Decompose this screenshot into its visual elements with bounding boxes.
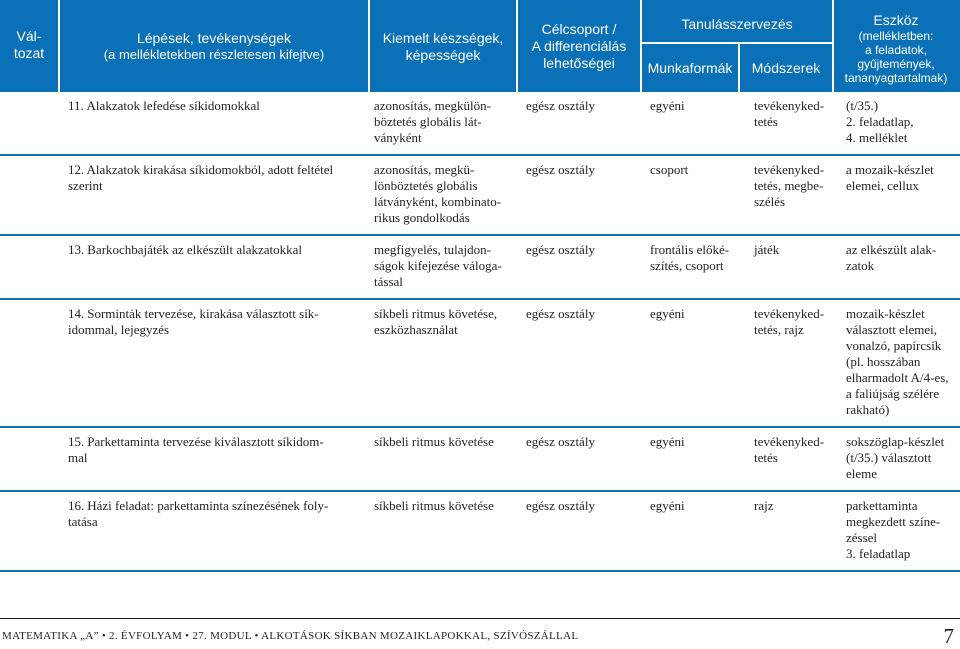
step-number: 12. (68, 162, 85, 177)
col-lepesek-title: Lépések, tevékenységek (136, 30, 292, 46)
table-row (0, 155, 960, 235)
tool-cell: az elkészült alak- zatok (840, 235, 960, 299)
step-text: Alakzatok kirakása síkidomokból, adott feltétel szerint (68, 162, 334, 193)
col-lepesek-sub: (a mellékletekben részletesen kifejtve) (103, 47, 325, 62)
step-text: Házi feladat: parkettaminta színezésének foly- tatása (68, 498, 329, 529)
step-text: Parkettaminta tervezése kiválasztott síkidom- mal (68, 434, 324, 465)
step-number: 13. (68, 242, 85, 257)
step (0, 235, 370, 299)
method-cell: tevékenyked- tetés (748, 427, 840, 491)
table-row (0, 427, 960, 491)
step (0, 427, 370, 491)
col-celcsoport: Célcsoport / A differenciálás lehetőségei (531, 21, 627, 71)
footer-text: MATEMATIKA „A” • 2. ÉVFOLYAM • 27. MODUL • ALKOTÁSOK SÍKBAN MOZAIKLAPOKKAL, SZÍVÓSZÁLLAL (2, 630, 579, 642)
col-valtozat: Vál- tozat (13, 28, 45, 61)
skills-cell: síkbeli ritmus követése (370, 427, 520, 491)
table-row (0, 92, 960, 155)
method-cell: tevékenyked- tetés (748, 92, 840, 155)
col-tanulasszervezes: Tanulásszervezés (681, 16, 793, 32)
workform-cell: egyéni (644, 299, 748, 427)
step (0, 155, 370, 235)
tool-cell: mozaik-készlet választott elemei, vonalzó, papírcsík (pl. hosszában elharmadolt A/4-es, a faliújság szélére rakható) (840, 299, 960, 427)
col-lepesek (60, 30, 368, 63)
col-modszerek: Módszerek (751, 60, 821, 76)
target-cell: egész osztály (520, 155, 644, 235)
workform-cell: egyéni (644, 427, 748, 491)
target-cell: egész osztály (520, 491, 644, 571)
table-row (0, 299, 960, 427)
skills-cell: síkbeli ritmus követése, eszközhasználat (370, 299, 520, 427)
table-row (0, 491, 960, 571)
activity-table (0, 92, 960, 572)
target-cell: egész osztály (520, 299, 644, 427)
step-number: 16. (68, 498, 85, 513)
step-number: 15. (68, 434, 85, 449)
skills-cell: azonosítás, megkülön- böztetés globális lát- ványként (370, 92, 520, 155)
col-eszkoz-title: Eszköz (873, 12, 919, 28)
method-cell: tevékenyked- tetés, rajz (748, 299, 840, 427)
skills-cell: megfigyelés, tulajdon- ságok kifejezése váloga- tással (370, 235, 520, 299)
method-cell: rajz (748, 491, 840, 571)
step (0, 92, 370, 155)
method-cell: játék (748, 235, 840, 299)
step-text: Barkochbajáték az elkészült alakzatokkal (87, 242, 303, 257)
table-header (0, 0, 960, 92)
workform-cell: egyéni (644, 92, 748, 155)
table-row (0, 235, 960, 299)
step-number: 14. (68, 306, 85, 321)
tool-cell: a mozaik-készlet elemei, cellux (840, 155, 960, 235)
footer-rule (0, 618, 960, 619)
workform-cell: frontális előké- szítés, csoport (644, 235, 748, 299)
workform-cell: egyéni (644, 491, 748, 571)
skills-cell: azonosítás, megkü- lönböztetés globális látványként, kombinato- rikus gondolkodás (370, 155, 520, 235)
workform-cell: csoport (644, 155, 748, 235)
target-cell: egész osztály (520, 92, 644, 155)
step-text: Sormintȧk tervezése, kirakása választott sík- idommal, lejegyzés (68, 306, 319, 337)
col-eszkoz (834, 12, 958, 85)
step (0, 491, 370, 571)
tool-cell: sokszöglap-készlet (t/35.) választott eleme (840, 427, 960, 491)
page-number: 7 (943, 624, 954, 648)
target-cell: egész osztály (520, 427, 644, 491)
col-eszkoz-sub: (mellékletben: a feladatok, gyűjtemények, tananyagtartalmak) (844, 29, 948, 85)
step-number: 11. (68, 98, 84, 113)
target-cell: egész osztály (520, 235, 644, 299)
step (0, 299, 370, 427)
tool-cell: parkettaminta megkezdett színe- zéssel 3. feladatlap (840, 491, 960, 571)
col-keszsegek: Kiemelt készségek, képességek (382, 30, 504, 63)
method-cell: tevékenyked- tetés, megbe- szélés (748, 155, 840, 235)
step-text: Alakzatok lefedése síkidomokkal (86, 98, 260, 113)
col-munkaformak: Munkaformák (647, 60, 733, 76)
tool-cell: (t/35.) 2. feladatlap, 4. melléklet (840, 92, 960, 155)
skills-cell: síkbeli ritmus követése (370, 491, 520, 571)
